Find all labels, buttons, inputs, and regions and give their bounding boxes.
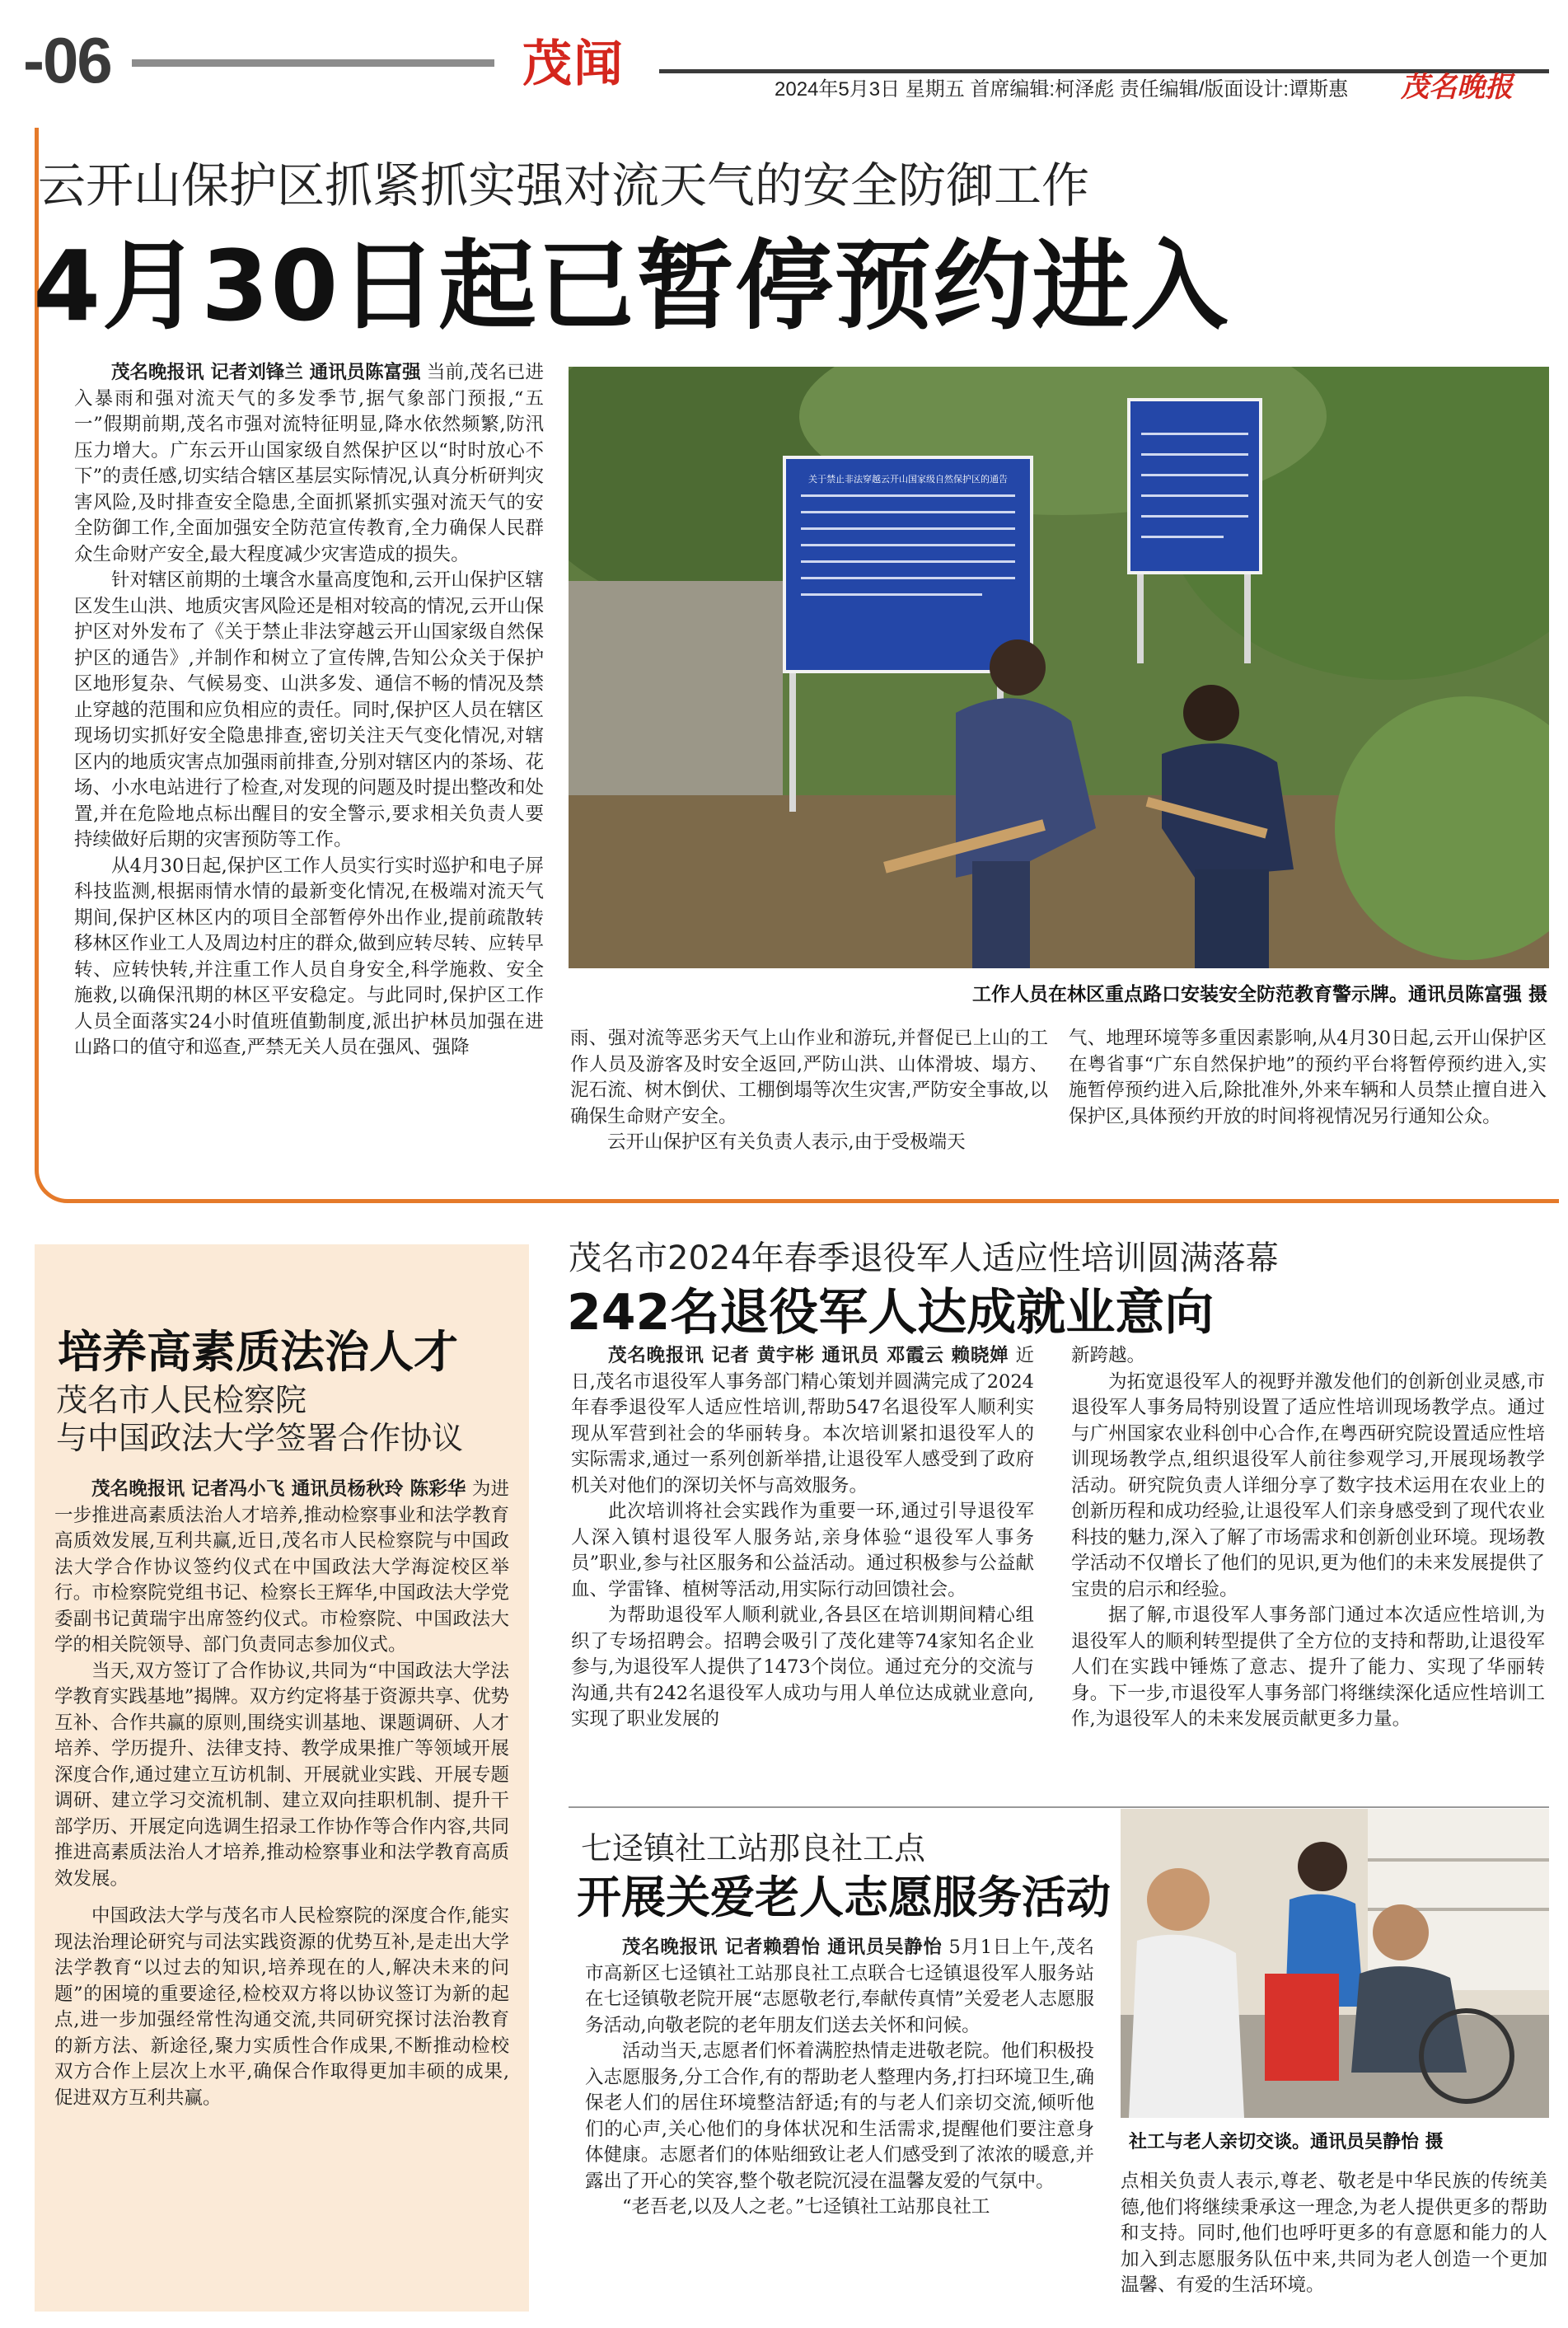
veteran-article-paragraph: 据了解,市退役军人事务部门通过本次适应性培训,为退役军人的顺利转型提供了全方位的支持和帮助,让退役军人们在实践中锤炼了意志、提升了能力、实现了华丽转身。下一步,市退役军人事务部门将继续深化适应性培训工作,为退役军人的未来发展贡献更多力量。 bbox=[1071, 1604, 1545, 1730]
top-article-paragraph: 雨、强对流等恶劣天气上山作业和游玩,并督促已上山的工作人员及游客及时安全返回,严防山洪、山体滑坡、塌方、泥石流、树木倒伏、工棚倒塌等次生灾害,严防安全事故,以确保生命财产安全。 bbox=[570, 1028, 1048, 1127]
top-article-headline: 4月30日起已暂停预约进入 bbox=[33, 229, 1230, 343]
law-article-subtitle: 与中国政法大学签署合作协议 bbox=[56, 1420, 464, 1456]
veteran-article-kicker: 茂名市2024年春季退役军人适应性培训圆满落幕 bbox=[569, 1239, 1279, 1277]
veteran-article-paragraph: 此次培训将社会实践作为重要一环,通过引导退役军人深入镇村退役军人服务站,亲身体验“退役军人事务员”职业,参与社区服务和公益活动。通过积极参与公益献血、学雷锋、植树等活动,用实际行动回馈社会。 bbox=[571, 1501, 1034, 1600]
law-article-paragraph: 当天,双方签订了合作协议,共同为“中国政法大学法学教育实践基地”揭牌。双方约定将基于资源共享、优势互补、合作共赢的原则,围绕实训基地、课题调研、人才培养、学历提升、法律支持、教学成果推广等领域开展深度合作,通过建立互访机制、开展就业实践、开展专题调研、建立学习交流机制、建立双向挂职机制、提升干部学历、开展定向选调生招录工作协作等合作内容,共同推进高素质法治人才培养,推动检察事业和法学教育高质效发展。 bbox=[54, 1660, 509, 1890]
law-article-title: 培养高素质法治人才 bbox=[58, 1326, 458, 1378]
top-article-column-1 bbox=[74, 360, 544, 1061]
top-article-byline: 茂名晚报讯 记者刘锋兰 通讯员陈富强 bbox=[111, 362, 421, 383]
elderly-visit-photo bbox=[1121, 1809, 1549, 2118]
top-article-column-3 bbox=[1069, 1026, 1547, 1130]
top-article-paragraph: 云开山保护区有关负责人表示,由于受极端天 bbox=[607, 1131, 966, 1153]
top-article-column-2 bbox=[570, 1026, 1048, 1156]
forest-sign-photo bbox=[569, 367, 1549, 968]
veteran-article-paragraph: 为帮助退役军人顺利就业,各县区在培训期间精心组织了专场招聘会。招聘会吸引了茂化建等74家知名企业参与,为退役军人提供了1473个岗位。通过充分的交流与沟通,共有242名退役军人成功与用人单位达成就业意向,实现了职业发展的 bbox=[571, 1604, 1034, 1730]
law-article-paragraph: 为进一步推进高素质法治人才培养,推动检察事业和法学教育高质效发展,互利共赢,近日,茂名市人民检察院与中国政法大学合作协议签约仪式在中国政法大学海淀校区举行。市检察院党组书记、检察长王辉华,中国政法大学党委副书记黄瑞宇出席签约仪式。市检察院、中国政法大学的相关院领导、部门负责同志参加仪式。 bbox=[54, 1478, 509, 1656]
header-info: 2024年5月3日 星期五 首席编辑:柯泽彪 责任编辑/版面设计:谭斯惠 bbox=[775, 78, 1349, 101]
header-rule bbox=[132, 59, 494, 67]
top-article-paragraph: 针对辖区前期的土壤含水量高度饱和,云开山保护区辖区发生山洪、地质灾害风险还是相对较高的情况,云开山保护区对外发布了《关于禁止非法穿越云开山国家级自然保护区的通告》,并制作和树立了宣传牌,告知公众关于保护区地形复杂、气候易变、山洪多发、通信不畅的情况及禁止穿越的范围和应负相应的责任。同时,保护区人员在辖区现场切实抓好安全隐患排查,密切关注天气变化情况,对辖区内的地质灾害点加强雨前排查,分别对辖区内的茶场、花场、小水电站进行了检查,对发现的问题及时提出整改和处置,并在危险地点标出醒目的安全警示,要求相关负责人要持续做好后期的灾害预防等工作。 bbox=[74, 569, 544, 850]
veteran-article-column-1 bbox=[571, 1343, 1034, 1733]
veteran-article-paragraph: 新跨越。 bbox=[1071, 1345, 1146, 1366]
elderly-photo-caption: 社工与老人亲切交谈。通讯员吴静怡 摄 bbox=[1129, 2132, 1444, 2152]
elderly-article-byline: 茂名晚报讯 记者赖碧怡 通讯员吴静怡 bbox=[622, 1937, 943, 1958]
law-article-paragraph: 中国政法大学与茂名市人民检察院的深度合作,能实现法治理论研究与司法实践资源的优势互补,是走出大学法学教育“以过去的知识,培养现在的人,解决未来的问题”的困境的重要途径,检校双方将以协议签订为新的起点,进一步加强经常性沟通交流,共同研究探讨法治教育的新方法、新途径,聚力实质性合作成果,不断推动检校双方合作上层次上水平,确保合作取得更加丰硕的成果,促进双方互利共赢。 bbox=[54, 1905, 509, 2109]
sign-title: 关于禁止非法穿越云开山国家级自然保护区的通告 bbox=[808, 474, 1008, 485]
veteran-article-byline: 茂名晚报讯 记者 黄宇彬 通讯员 邓霞云 赖晓婵 bbox=[608, 1345, 1009, 1366]
veteran-article-headline: 242名退役军人达成就业意向 bbox=[567, 1284, 1215, 1342]
page-number: -06 bbox=[23, 24, 111, 96]
elderly-article-paragraph: 活动当天,志愿者们怀着满腔热情走进敬老院。他们积极投入志愿服务,分工合作,有的帮助老人整理内务,打扫环境卫生,确保老人们的居住环境整洁舒适;有的与老人们亲切交流,倾听他们的心声,关心他们的身体状况和生活需求,提醒他们要注意身体健康。志愿者们的体贴细致让老人们感受到了浓浓的暖意,并露出了开心的笑容,整个敬老院沉浸在温馨友爱的气氛中。 bbox=[585, 2040, 1094, 2192]
top-article-paragraph: 当前,茂名已进入暴雨和强对流天气的多发季节,据气象部门预报,“五一”假期前期,茂名市强对流特征明显,降水依然频繁,防汛压力增大。广东云开山国家级自然保护区以“时时放心不下”的责任感,切实结合辖区基层实际情况,认真分析研判灾害风险,及时排查安全隐患,全面抓紧抓实强对流天气的安全防御工作,全面加强安全防范宣传教育,全力确保人民群众生命财产安全,最大程度减少灾害造成的损失。 bbox=[74, 362, 544, 565]
top-article-kicker: 云开山保护区抓紧抓实强对流天气的安全防御工作 bbox=[38, 157, 1090, 213]
masthead-logo: 茂名晚报 bbox=[1401, 71, 1513, 104]
veteran-article-paragraph: 近日,茂名市退役军人事务部门精心策划并圆满完成了2024年春季退役军人适应性培训,帮助547名退役军人顺利实现从军营到社会的华丽转身。本次培训紧扣退役军人的实际需求,通过一系列创新举措,让退役军人感受到了政府机关对他们的深切关怀与高效服务。 bbox=[571, 1345, 1034, 1497]
elderly-article-column-2 bbox=[1121, 2169, 1547, 2299]
elderly-article-paragraph: 5月1日上午,茂名市高新区七迳镇社工站那良社工点联合七迳镇退役军人服务站在七迳镇敬老院开展“志愿敬老行,奉献传真情”关爱老人志愿服务活动,向敬老院的老年朋友们送去关怀和问候。 bbox=[585, 1937, 1095, 2036]
section-name: 茂闻 bbox=[522, 35, 625, 93]
elderly-article-paragraph: 点相关负责人表示,尊老、敬老是中华民族的传统美德,他们将继续秉承这一理念,为老人提供更多的帮助和支持。同时,他们也呼吁更多的有意愿和能力的人加入到志愿服务队伍中来,共同为老人创造一个更加温馨、有爱的生活环境。 bbox=[1121, 2171, 1547, 2296]
elderly-article-body bbox=[585, 1935, 1094, 2221]
article-divider bbox=[569, 1806, 1549, 1808]
elderly-article-headline: 开展关爱老人志愿服务活动 bbox=[577, 1871, 1111, 1923]
elderly-article-kicker: 七迳镇社工站那良社工点 bbox=[581, 1830, 926, 1867]
top-photo-caption: 工作人员在林区重点路口安装安全防范教育警示牌。通讯员陈富强 摄 bbox=[972, 984, 1548, 1005]
law-article-body bbox=[54, 1477, 509, 2111]
elderly-article-paragraph: “老吾老,以及人之老。”七迳镇社工站那良社工 bbox=[622, 2196, 990, 2218]
top-article-paragraph: 从4月30日起,保护区工作人员实行实时巡护和电子屏科技监测,根据雨情水情的最新变化情况,在极端对流天气期间,保护区林区内的项目全部暂停外出作业,提前疏散转移林区作业工人及周边村庄的群众,做到应转尽转、应转早转、应转快转,并注重工作人员自身安全,科学施救、安全施救,以确保汛期的林区平安稳定。与此同时,保护区工作人员全面落实24小时值班值勤制度,派出护林员加强在进山路口的值守和巡查,严禁无关人员在强风、强降 bbox=[74, 855, 544, 1058]
veteran-article-column-2 bbox=[1071, 1343, 1545, 1733]
veteran-article-paragraph: 为拓宽退役军人的视野并激发他们的创新创业灵感,市退役军人事务局特别设置了适应性培训现场教学点。通过与广州国家农业科创中心合作,在粤西研究院设置适应性培训现场教学点,组织退役军人前往参观学习,开展现场教学活动。研究院负责人详细分享了数字技术运用在农业上的创新历程和成功经验,让退役军人们亲身感受到了现代农业科技的魅力,深入了解了市场需求和创新创业环境。现场教学活动不仅增长了他们的见识,更为他们的未来发展提供了宝贵的启示和经验。 bbox=[1071, 1370, 1545, 1600]
top-article-paragraph: 气、地理环境等多重因素影响,从4月30日起,云开山保护区在粤省事“广东自然保护地”的预约平台将暂停预约进入,实施暂停预约进入后,除批准外,外来车辆和人员禁止擅自进入保护区,具体预约开放的时间将视情况另行通知公众。 bbox=[1069, 1028, 1547, 1127]
law-article-subtitle: 茂名市人民检察院 bbox=[56, 1382, 307, 1418]
law-article-byline: 茂名晚报讯 记者冯小飞 通讯员杨秋玲 陈彩华 bbox=[91, 1478, 466, 1500]
